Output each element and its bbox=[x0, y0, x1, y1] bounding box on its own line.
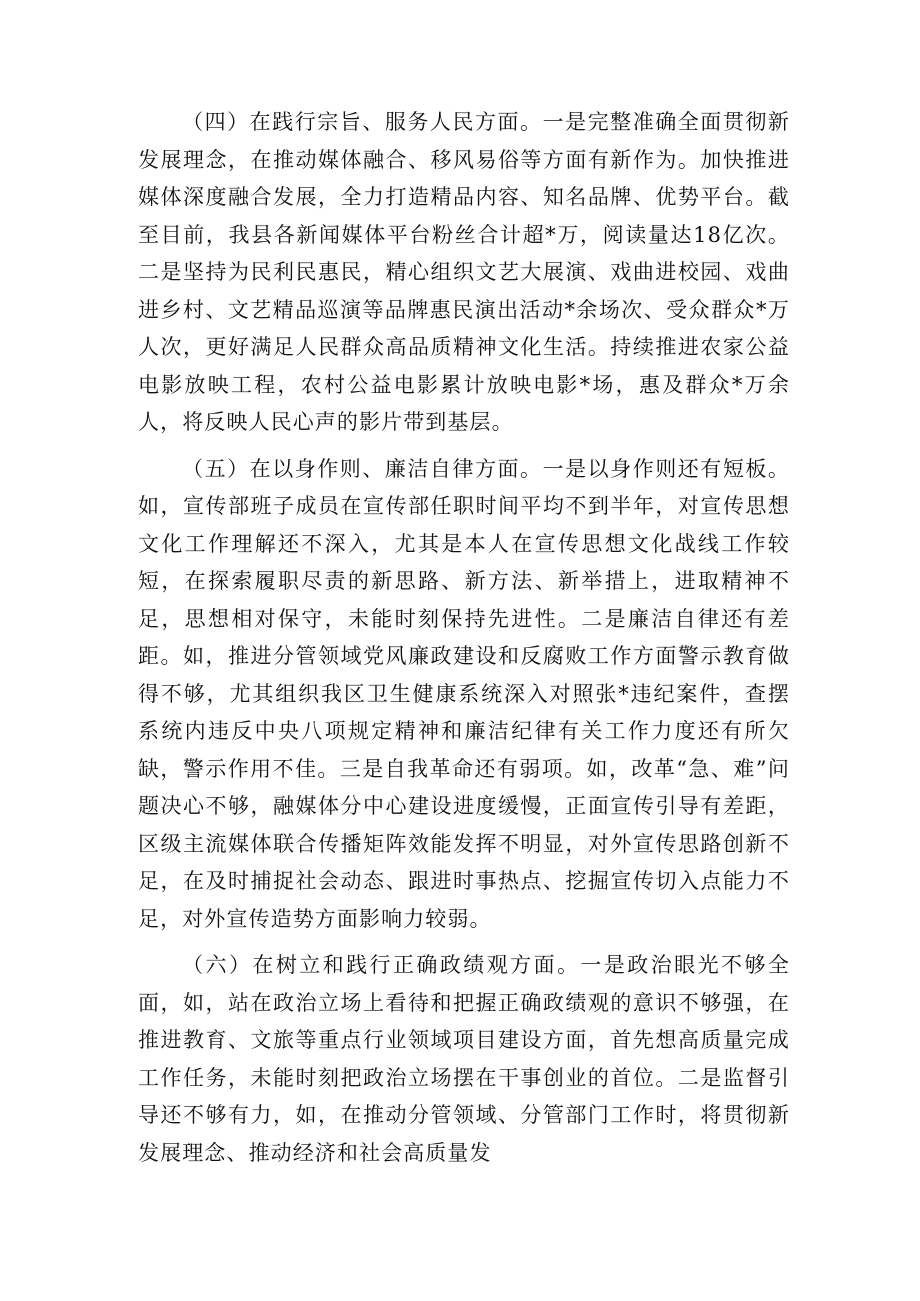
paragraph-gap bbox=[138, 938, 790, 947]
paragraph-gap bbox=[138, 442, 790, 451]
paragraph-section-4: （四）在践行宗旨、服务人民方面。一是完整准确全面贯彻新发展理念，在推动媒体融合、移风易俗等方面有新作为。加快推进媒体深度融合发展，全力打造精品内容、知名品牌、优势平台。截至目前，我县各新闻媒体平台粉丝合计超*万，阅读量达18亿次。二是坚持为民利民惠民，精心组织文艺大展演、戏曲进校园、戏曲进乡村、文艺精品巡演等品牌惠民演出活动*余场次、受众群众*万人次，更好满足人民群众高品质精神文化生活。持续推进农家公益电影放映工程，农村公益电影累计放映电影*场，惠及群众*万余人，将反映人民心声的影片带到基层。 bbox=[138, 110, 790, 434]
document-body bbox=[138, 104, 790, 1172]
paragraph-section-6: （六）在树立和践行正确政绩观方面。一是政治眼光不够全面，如，站在政治立场上看待和把握正确政绩观的意识不够强，在推进教育、文旅等重点行业领域项目建设方面，首先想高质量完成工作任务，未能时刻把政治立场摆在干事创业的首位。二是监督引导还不够有力，如，在推动分管领域、分管部门工作时，将贯彻新发展理念、推动经济和社会高质量发 bbox=[138, 953, 790, 1165]
paragraph-section-5: （五）在以身作则、廉洁自律方面。一是以身作则还有短板。如，宣传部班子成员在宣传部任职时间平均不到半年，对宣传思想文化工作理解还不深入，尤其是本人在宣传思想文化战线工作较短，在探索履职尽责的新思路、新方法、新举措上，进取精神不足，思想相对保守，未能时刻保持先进性。二是廉洁自律还有差距。如，推进分管领域党风廉政建设和反腐败工作方面警示教育做得不够，尤其组织我区卫生健康系统深入对照张*违纪案件，查摆系统内违反中央八项规定精神和廉洁纪律有关工作力度还有所欠缺，警示作用不佳。三是自我革命还有弱项。如，改革“急、难”问题决心不够，融媒体分中心建设进度缓慢，正面宣传引导有差距，区级主流媒体联合传播矩阵效能发挥不明显，对外宣传思路创新不足，在及时捕捉社会动态、跟进时事热点、挖掘宣传切入点能力不足，对外宣传造势方面影响力较弱。 bbox=[138, 456, 790, 931]
